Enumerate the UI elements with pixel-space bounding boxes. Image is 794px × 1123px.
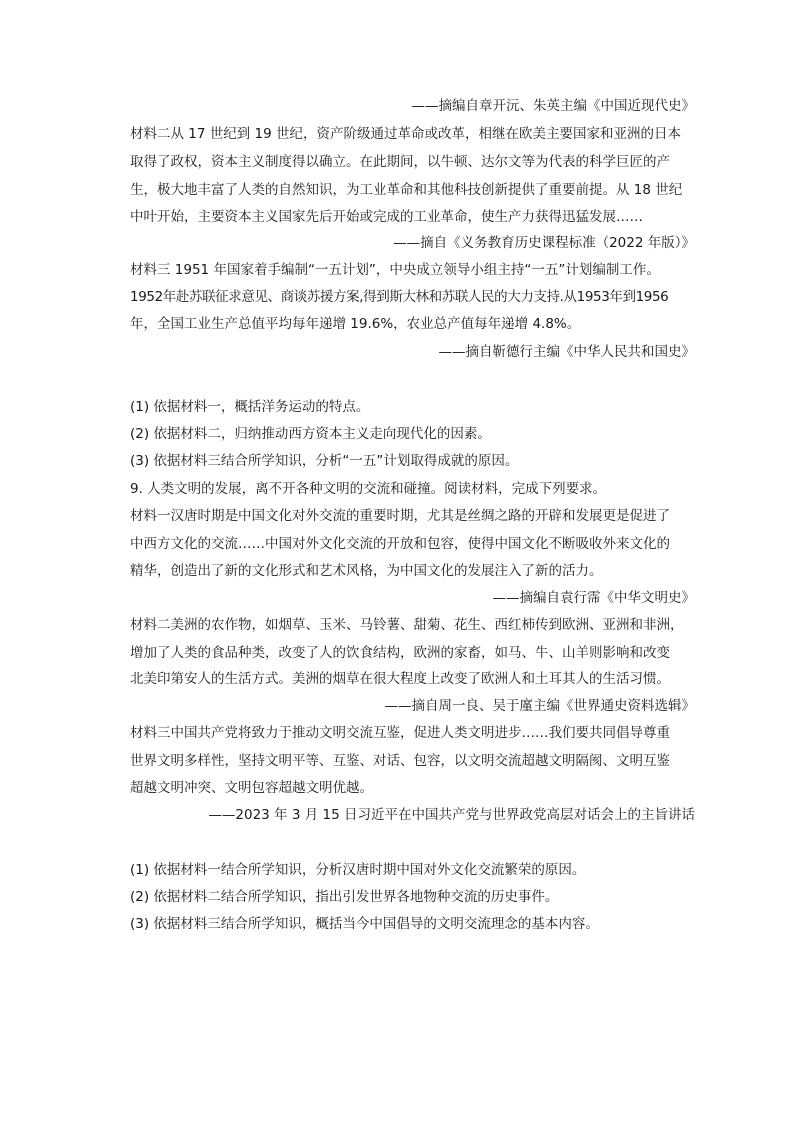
material-text-line: 材料三 1951 年国家着手编制“一五计划”，中央成立领导小组主持“一五”计划编制工作。 [130,262,660,278]
material-text-line: 精华，创造出了新的文化形式和艺术风格，为中国文化的发展注入了新的活力。 [130,563,603,579]
material-text-line: 材料三中国共产党将致力于推动文明交流互鉴，促进人类文明进步……我们要共同倡导尊重 [130,725,670,741]
material-text-line: 中西方文化的交流……中国对外文化交流的开放和包容，使得中国文化不断吸收外来文化的 [130,536,670,552]
source-citation: ——摘编自袁行霈《中华文明史》 [492,590,695,606]
question-item: (3) 依据材料三结合所学知识，分析“一五”计划取得成就的原因。 [130,453,519,469]
material-text-line: 生，极大地丰富了人类的自然知识，为工业革命和其他科技创新提供了重要前提。从 18 世纪 [130,182,683,198]
material-text-line: 1952年赴苏联征求意见、商谈苏援方案,得到斯大林和苏联人民的大力支持.从1953年到1956 [130,289,669,305]
question-item: (3) 依据材料三结合所学知识，概括当今中国倡导的文明交流理念的基本内容。 [130,916,599,932]
question-item: (2) 依据材料二，归纳推动西方资本主义走向现代化的因素。 [130,426,491,442]
question-stem: 9. 人类文明的发展，离不开各种文明的交流和碰撞。阅读材料，完成下列要求。 [130,481,607,497]
material-text-line: 世界文明多样性，坚持文明平等、互鉴、对话、包容，以文明交流超越文明隔阂、文明互鉴 [130,753,670,769]
material-text-line: 材料一汉唐时期是中国文化对外交流的重要时期，尤其是丝绸之路的开辟和发展更是促进了 [130,508,670,524]
material-text-line: 增加了人类的食品种类，改变了人的饮食结构，欧洲的家畜，如马、牛、山羊则影响和改变 [130,645,670,661]
material-text-line: 材料二从 17 世纪到 19 世纪，资产阶级通过革命或改革，相继在欧美主要国家和亚洲的日本 [130,126,682,142]
source-citation: ——摘编自章开沅、朱英主编《中国近现代史》 [411,98,695,114]
source-citation: ——摘自周一良、吴于廑主编《世界通史资料选辑》 [384,698,695,714]
material-text-line: 中叶开始，主要资本主义国家先后开始或完成的工业革命，使生产力获得迅猛发展…… [130,209,643,225]
source-citation: ——摘自靳德行主编《中华人民共和国史》 [438,344,695,360]
question-item: (1) 依据材料一结合所学知识，分析汉唐时期中国对外文化交流繁荣的原因。 [130,862,586,878]
source-citation: ——2023 年 3 月 15 日习近平在中国共产党与世界政党高层对话会上的主旨讲话 [208,807,695,823]
question-item: (2) 依据材料二结合所学知识，指出引发世界各地物种交流的历史事件。 [130,889,559,905]
material-text-line: 北美印第安人的生活方式。美洲的烟草在很大程度上改变了欧洲人和土耳其人的生活习惯。 [130,671,670,687]
material-text-line: 取得了政权，资本主义制度得以确立。在此期间，以牛顿、达尔文等为代表的科学巨匠的产 [130,154,670,170]
material-text-line: 超越文明冲突、文明包容超越文明优越。 [130,780,373,796]
question-item: (1) 依据材料一，概括洋务运动的特点。 [130,399,370,415]
material-text-line: 材料二美洲的农作物，如烟草、玉米、马铃薯、甜菊、花生、西红柿传到欧洲、亚洲和非洲， [130,617,684,633]
material-text-line: 年，全国工业生产总值平均每年递增 19.6%，农业总产值每年递增 4.8%。 [130,316,581,332]
source-citation: ——摘自《义务教育历史课程标准（2022 年版）》 [393,235,695,251]
